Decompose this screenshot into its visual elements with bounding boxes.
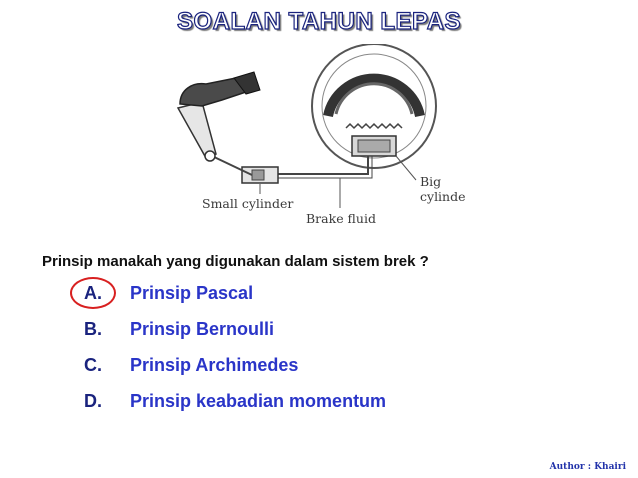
option-c-letter: C. (84, 355, 102, 375)
option-a[interactable] (84, 280, 504, 310)
slide-title: SOALAN TAHUN LEPAS (176, 8, 462, 35)
option-a-letter: A. (84, 283, 102, 303)
option-d[interactable] (84, 388, 504, 418)
option-b-letter: B. (84, 319, 102, 339)
option-a-text: Prinsip Pascal (130, 283, 254, 303)
return-spring (346, 124, 402, 128)
label-small-cylinder: Small cylinder (202, 196, 294, 211)
pedal-lever (178, 102, 216, 158)
option-d-text: Prinsip keabadian momentum (130, 391, 387, 411)
pedal-pivot (205, 151, 215, 161)
label-big-cylinder-1: Big (420, 174, 442, 189)
label-brake-fluid: Brake fluid (306, 211, 376, 226)
brake-system-drawing (150, 44, 490, 232)
big-cylinder-piston (358, 140, 390, 152)
label-big-cylinder-2: cylinde (420, 189, 466, 204)
option-b[interactable] (84, 316, 504, 346)
option-c[interactable] (84, 352, 504, 382)
piston-rod (212, 156, 252, 175)
option-c-text: Prinsip Archimedes (130, 355, 299, 375)
option-b-text: Prinsip Bernoulli (130, 319, 275, 339)
brake-system-diagram (150, 44, 490, 232)
small-cylinder-piston (252, 170, 264, 180)
author-credit: Author : Khairi (549, 462, 626, 472)
option-d-letter: D. (84, 391, 102, 411)
question-text: Prinsip manakah yang digunakan dalam sistem brek ? (42, 253, 429, 270)
